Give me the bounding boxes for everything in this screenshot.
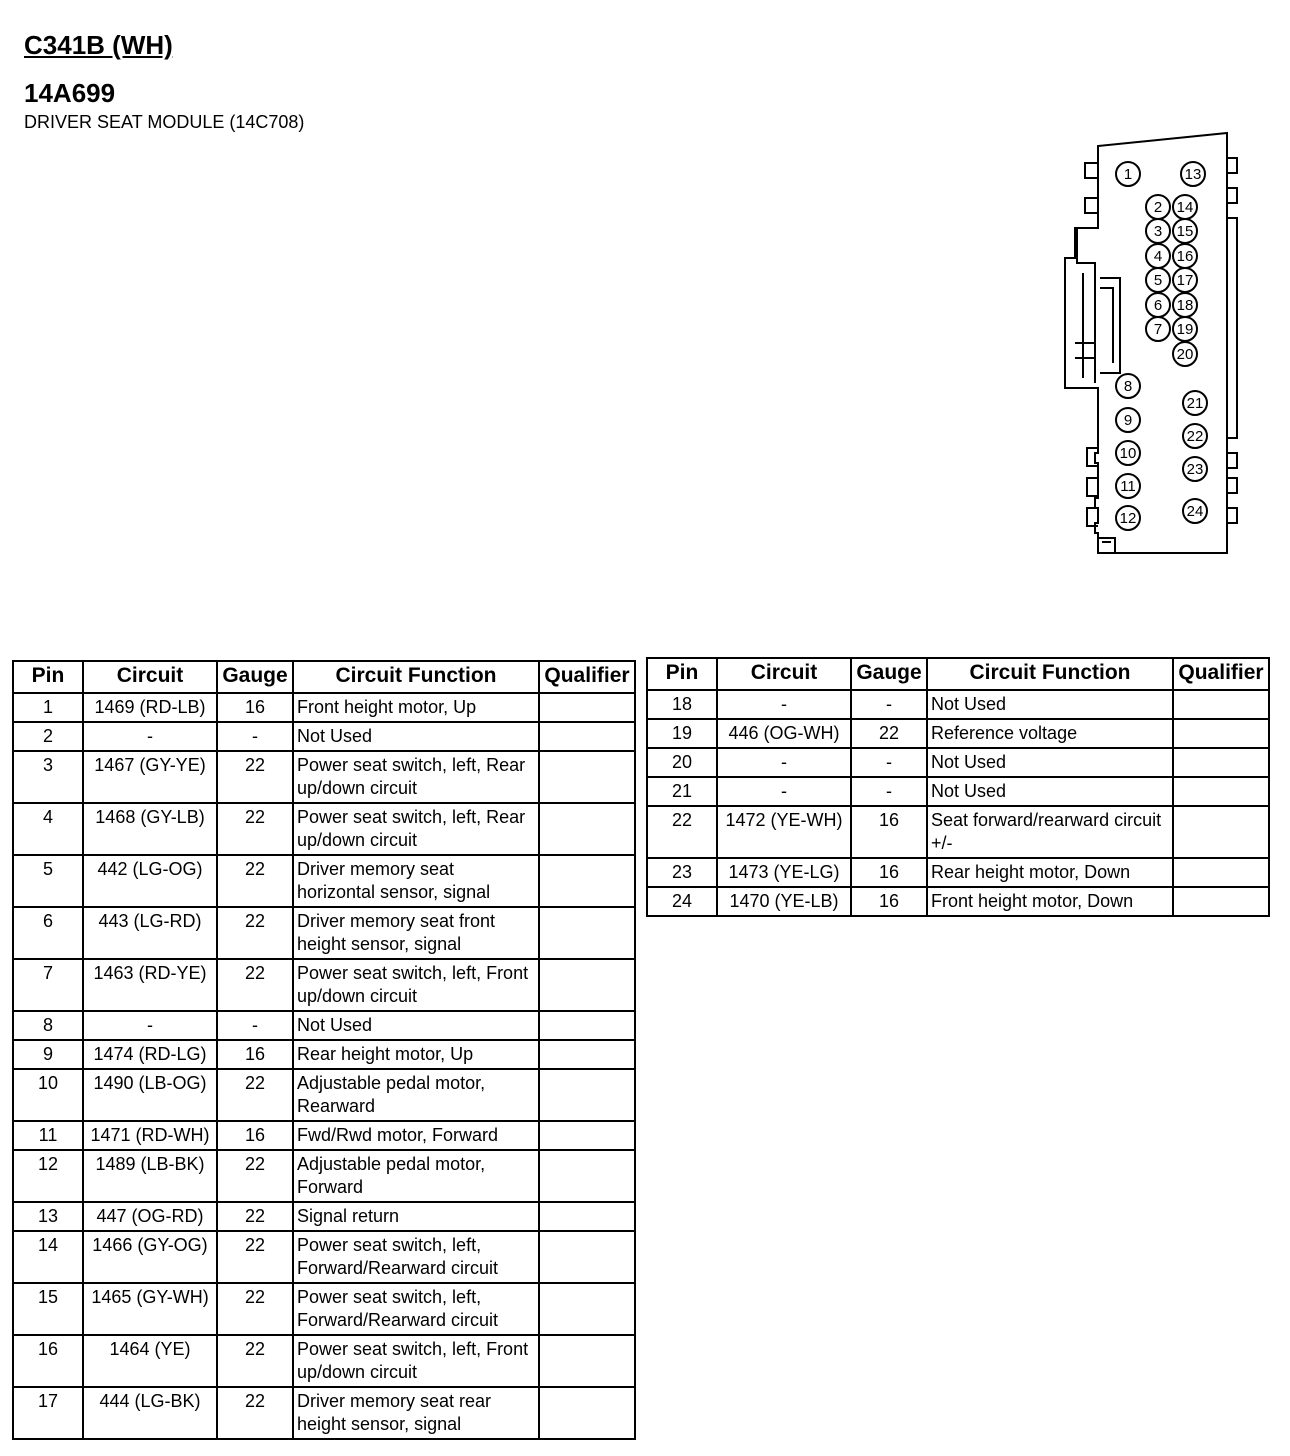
function-cell: Power seat switch, left, Front up/down circuit (293, 959, 539, 1011)
pin-cell: 1 (13, 693, 83, 722)
pin-cell: 14 (13, 1231, 83, 1283)
function-cell: Power seat switch, left, Forward/Rearward circuit (293, 1283, 539, 1335)
connector-pin-label: 6 (1153, 297, 1163, 314)
circuit-cell: 1470 (YE-LB) (717, 887, 851, 916)
function-cell: Rear height motor, Up (293, 1040, 539, 1069)
qualifier-cell (539, 722, 635, 751)
connector-pin-6 (1146, 293, 1170, 317)
pin-cell: 8 (13, 1011, 83, 1040)
pin-cell: 16 (13, 1335, 83, 1387)
pin-cell: 23 (647, 858, 717, 887)
circuit-cell: 1473 (YE-LG) (717, 858, 851, 887)
connector-pin-label: 3 (1153, 223, 1163, 240)
connector-id: C341B (WH) (24, 30, 173, 60)
connector-pin-8 (1116, 374, 1140, 398)
table-row (13, 1040, 635, 1069)
qualifier-cell (1173, 690, 1269, 719)
pin-cell: 7 (13, 959, 83, 1011)
table-row (13, 1069, 635, 1121)
connector-pin-17 (1173, 268, 1197, 292)
table-row (647, 858, 1269, 887)
qualifier-cell (539, 1069, 635, 1121)
connector-pin-16 (1173, 244, 1197, 268)
connector-pin-label: 23 (1186, 461, 1204, 478)
table-row (13, 1231, 635, 1283)
connector-pin-label: 20 (1176, 346, 1194, 363)
table-header-row (13, 661, 635, 693)
col-function: Circuit Function (927, 658, 1173, 690)
table-row (13, 1150, 635, 1202)
gauge-cell: 22 (217, 803, 293, 855)
gauge-cell: 22 (217, 959, 293, 1011)
qualifier-cell (539, 907, 635, 959)
qualifier-cell (1173, 777, 1269, 806)
circuit-cell: 1467 (GY-YE) (83, 751, 217, 803)
table-row (13, 803, 635, 855)
function-cell: Not Used (927, 777, 1173, 806)
connector-pin-label: 11 (1120, 478, 1136, 495)
table-row (647, 777, 1269, 806)
pin-cell: 24 (647, 887, 717, 916)
connector-pin-5 (1146, 268, 1170, 292)
table-row (13, 1121, 635, 1150)
connector-pin-20 (1173, 342, 1197, 366)
pin-cell: 6 (13, 907, 83, 959)
table-row (13, 693, 635, 722)
connector-pin-label: 10 (1119, 445, 1137, 462)
gauge-cell: 22 (217, 1231, 293, 1283)
connector-pin-label: 22 (1186, 428, 1204, 445)
function-cell: Adjustable pedal motor, Forward (293, 1150, 539, 1202)
connector-pin-2 (1146, 195, 1170, 219)
col-pin: Pin (647, 658, 717, 690)
circuit-cell: 442 (LG-OG) (83, 855, 217, 907)
gauge-cell: 16 (217, 693, 293, 722)
connector-pin-11 (1116, 474, 1140, 498)
gauge-cell: 16 (217, 1040, 293, 1069)
connector-pin-7 (1146, 317, 1170, 341)
table-row (13, 751, 635, 803)
table-row (647, 748, 1269, 777)
circuit-cell: 1490 (LB-OG) (83, 1069, 217, 1121)
qualifier-cell (539, 693, 635, 722)
pin-cell: 12 (13, 1150, 83, 1202)
connector-pin-label: 7 (1153, 321, 1163, 338)
pin-cell: 20 (647, 748, 717, 777)
gauge-cell: - (851, 777, 927, 806)
pin-table-right (646, 657, 1270, 917)
qualifier-cell (539, 1121, 635, 1150)
gauge-cell: 22 (217, 1335, 293, 1387)
function-cell: Power seat switch, left, Rear up/down circuit (293, 803, 539, 855)
function-cell: Front height motor, Down (927, 887, 1173, 916)
qualifier-cell (539, 1231, 635, 1283)
connector-pin-21 (1183, 391, 1207, 415)
connector-pin-14 (1173, 195, 1197, 219)
pin-cell: 19 (647, 719, 717, 748)
table-row (647, 690, 1269, 719)
connector-pin-label: 4 (1153, 248, 1163, 265)
qualifier-cell (1173, 748, 1269, 777)
pin-cell: 15 (13, 1283, 83, 1335)
table-row (13, 1387, 635, 1439)
gauge-cell: 22 (851, 719, 927, 748)
circuit-cell: 1465 (GY-WH) (83, 1283, 217, 1335)
gauge-cell: 16 (217, 1121, 293, 1150)
connector-pin-10 (1116, 441, 1140, 465)
function-cell: Driver memory seat front height sensor, signal (293, 907, 539, 959)
pin-cell: 5 (13, 855, 83, 907)
col-qualifier: Qualifier (539, 661, 635, 693)
circuit-cell: - (717, 777, 851, 806)
gauge-cell: 22 (217, 855, 293, 907)
connector-pin-label: 9 (1123, 412, 1133, 429)
connector-pin-1 (1116, 162, 1140, 186)
circuit-cell: - (83, 722, 217, 751)
table-row (13, 907, 635, 959)
function-cell: Adjustable pedal motor, Rearward (293, 1069, 539, 1121)
qualifier-cell (539, 1150, 635, 1202)
connector-pin-13 (1181, 162, 1205, 186)
circuit-cell: 1463 (RD-YE) (83, 959, 217, 1011)
table-row (13, 855, 635, 907)
circuit-cell: 1489 (LB-BK) (83, 1150, 217, 1202)
connector-pin-3 (1146, 219, 1170, 243)
connector-pin-label: 17 (1176, 272, 1194, 289)
circuit-cell: - (717, 690, 851, 719)
col-function: Circuit Function (293, 661, 539, 693)
circuit-cell: 1466 (GY-OG) (83, 1231, 217, 1283)
connector-pin-label: 15 (1176, 223, 1194, 240)
table-row (13, 1335, 635, 1387)
function-cell: Signal return (293, 1202, 539, 1231)
connector-pin-label: 12 (1119, 510, 1137, 527)
function-cell: Power seat switch, left, Front up/down circuit (293, 1335, 539, 1387)
gauge-cell: 22 (217, 751, 293, 803)
qualifier-cell (1173, 806, 1269, 858)
qualifier-cell (539, 1283, 635, 1335)
function-cell: Seat forward/rearward circuit +/- (927, 806, 1173, 858)
function-cell: Power seat switch, left, Rear up/down circuit (293, 751, 539, 803)
function-cell: Front height motor, Up (293, 693, 539, 722)
connector-pin-label: 24 (1186, 503, 1204, 520)
pin-table-left (12, 660, 636, 1440)
qualifier-cell (539, 751, 635, 803)
connector-pin-12 (1116, 506, 1140, 530)
pin-cell: 18 (647, 690, 717, 719)
function-cell: Reference voltage (927, 719, 1173, 748)
gauge-cell: 16 (851, 806, 927, 858)
circuit-cell: - (717, 748, 851, 777)
connector-pin-label: 2 (1153, 199, 1163, 216)
circuit-cell: 446 (OG-WH) (717, 719, 851, 748)
qualifier-cell (539, 803, 635, 855)
circuit-cell: 1472 (YE-WH) (717, 806, 851, 858)
table-row (13, 722, 635, 751)
connector-pin-label: 18 (1176, 297, 1194, 314)
qualifier-cell (539, 855, 635, 907)
gauge-cell: 22 (217, 1283, 293, 1335)
connector-pin-label: 1 (1123, 166, 1133, 183)
connector-pin-label: 21 (1186, 395, 1204, 412)
col-circuit: Circuit (717, 658, 851, 690)
table-row (647, 806, 1269, 858)
qualifier-cell (539, 1011, 635, 1040)
connector-pin-label: 8 (1123, 378, 1133, 395)
table-row (13, 1011, 635, 1040)
circuit-cell: 1469 (RD-LB) (83, 693, 217, 722)
col-circuit: Circuit (83, 661, 217, 693)
gauge-cell: - (217, 722, 293, 751)
col-qualifier: Qualifier (1173, 658, 1269, 690)
connector-pin-19 (1173, 317, 1197, 341)
circuit-cell: 1474 (RD-LG) (83, 1040, 217, 1069)
circuit-cell: 447 (OG-RD) (83, 1202, 217, 1231)
connector-pin-label: 19 (1176, 321, 1194, 338)
pin-cell: 11 (13, 1121, 83, 1150)
connector-pin-label: 5 (1153, 272, 1163, 289)
qualifier-cell (539, 1040, 635, 1069)
qualifier-cell (539, 1202, 635, 1231)
gauge-cell: - (217, 1011, 293, 1040)
connector-pin-24 (1183, 499, 1207, 523)
col-gauge: Gauge (217, 661, 293, 693)
function-cell: Not Used (927, 748, 1173, 777)
connector-pin-4 (1146, 244, 1170, 268)
pin-cell: 13 (13, 1202, 83, 1231)
pin-cell: 22 (647, 806, 717, 858)
qualifier-cell (1173, 887, 1269, 916)
gauge-cell: 22 (217, 1150, 293, 1202)
col-pin: Pin (13, 661, 83, 693)
table-row (647, 887, 1269, 916)
table-header-row (647, 658, 1269, 690)
gauge-cell: - (851, 748, 927, 777)
pin-cell: 9 (13, 1040, 83, 1069)
qualifier-cell (1173, 719, 1269, 748)
gauge-cell: 16 (851, 887, 927, 916)
gauge-cell: 16 (851, 858, 927, 887)
qualifier-cell (539, 1387, 635, 1439)
connector-pin-9 (1116, 408, 1140, 432)
function-cell: Fwd/Rwd motor, Forward (293, 1121, 539, 1150)
function-cell: Power seat switch, left, Forward/Rearward circuit (293, 1231, 539, 1283)
qualifier-cell (539, 1335, 635, 1387)
pin-cell: 4 (13, 803, 83, 855)
connector-pin-label: 13 (1184, 166, 1202, 183)
circuit-cell: 1464 (YE) (83, 1335, 217, 1387)
circuit-cell: 1471 (RD-WH) (83, 1121, 217, 1150)
pin-cell: 3 (13, 751, 83, 803)
connector-face-diagram (1055, 128, 1255, 558)
connector-description: DRIVER SEAT MODULE (14C708) (24, 112, 305, 132)
qualifier-cell (539, 959, 635, 1011)
function-cell: Not Used (927, 690, 1173, 719)
col-gauge: Gauge (851, 658, 927, 690)
table-row (13, 959, 635, 1011)
connector-pin-18 (1173, 293, 1197, 317)
gauge-cell: - (851, 690, 927, 719)
circuit-cell: 1468 (GY-LB) (83, 803, 217, 855)
function-cell: Not Used (293, 722, 539, 751)
table-row (13, 1283, 635, 1335)
circuit-cell: 444 (LG-BK) (83, 1387, 217, 1439)
function-cell: Driver memory seat rear height sensor, signal (293, 1387, 539, 1439)
qualifier-cell (1173, 858, 1269, 887)
connector-pin-label: 14 (1176, 199, 1194, 216)
circuit-cell: 443 (LG-RD) (83, 907, 217, 959)
table-row (647, 719, 1269, 748)
pin-cell: 21 (647, 777, 717, 806)
circuit-cell: - (83, 1011, 217, 1040)
function-cell: Driver memory seat horizontal sensor, signal (293, 855, 539, 907)
connector-pin-15 (1173, 219, 1197, 243)
table-row (13, 1202, 635, 1231)
connector-pin-22 (1183, 424, 1207, 448)
connector-pin-23 (1183, 457, 1207, 481)
gauge-cell: 22 (217, 1069, 293, 1121)
pin-cell: 17 (13, 1387, 83, 1439)
function-cell: Rear height motor, Down (927, 858, 1173, 887)
connector-pin-label: 16 (1176, 248, 1194, 265)
function-cell: Not Used (293, 1011, 539, 1040)
pin-cell: 2 (13, 722, 83, 751)
gauge-cell: 22 (217, 1202, 293, 1231)
gauge-cell: 22 (217, 907, 293, 959)
part-number: 14A699 (24, 78, 116, 108)
pin-cell: 10 (13, 1069, 83, 1121)
gauge-cell: 22 (217, 1387, 293, 1439)
